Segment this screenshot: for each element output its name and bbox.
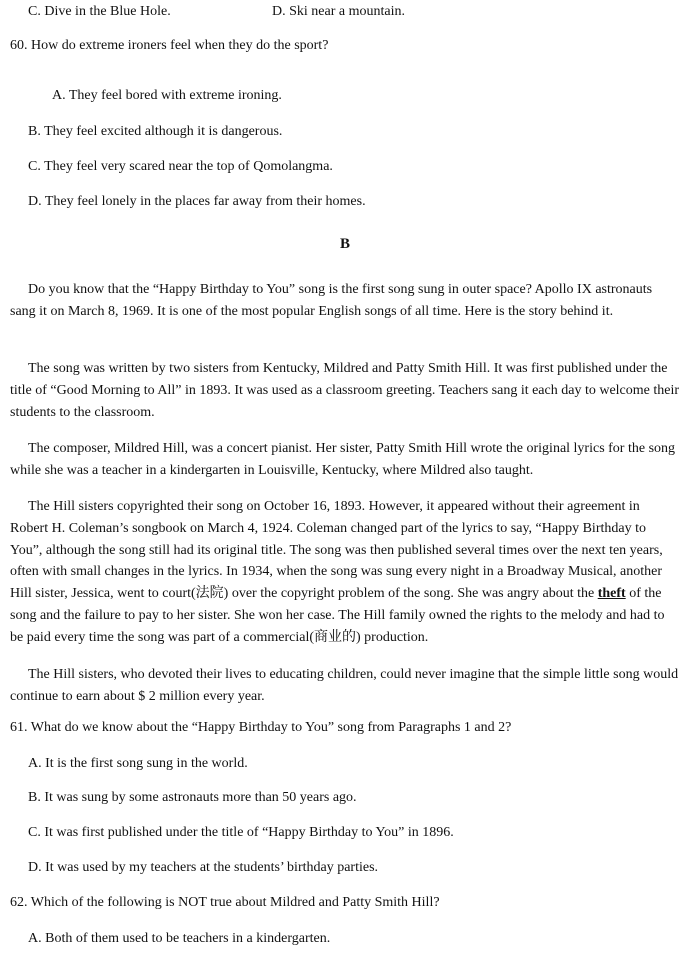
q61-option-c: C. It was first published under the title of “Happy Birthday to You” in 1896. — [28, 825, 454, 840]
q61-option-d: D. It was used by my teachers at the students’ birthday parties. — [28, 860, 379, 875]
q60-option-c: C. They feel very scared near the top of Qomolangma. — [28, 159, 333, 174]
q60-option-d: D. They feel lonely in the places far away from their homes. — [28, 194, 366, 209]
q60-option-b: B. They feel excited although it is dangerous. — [28, 124, 283, 139]
section-b-heading: B — [340, 236, 351, 252]
q59-option-c: C. Dive in the Blue Hole. — [28, 4, 171, 19]
underlined-word-theft: theft — [597, 586, 626, 602]
q61-option-b: B. It was sung by some astronauts more than 50 years ago. — [28, 790, 357, 805]
q59-option-d: D. Ski near a mountain. — [272, 4, 405, 19]
paragraph-4-text-after: of the song and the failure to pay to her sister. She won her case. The Hill family owned the rights to the melody and had to be paid every time the song was part of a commercial(商业的) production. — [10, 586, 665, 645]
q61-question: 61. What do we know about the “Happy Birthday to You” song from Paragraphs 1 and 2? — [10, 720, 512, 735]
passage-paragraph-3: The composer, Mildred Hill, was a concert pianist. Her sister, Patty Smith Hill wrote the original lyrics for the song while she was a teacher in a kindergarten in Louisville, Kentucky, where Mildred also taught. — [10, 441, 676, 478]
q62-question: 62. Which of the following is NOT true about Mildred and Patty Smith Hill? — [10, 895, 440, 910]
passage-paragraph-1: Do you know that the “Happy Birthday to You” song is the first song sung in outer space? Apollo IX astronauts sang it on March 8, 1969. It is one of the most popular English songs of all time. Here is the story behind it. — [10, 282, 653, 319]
passage-paragraph-2: The song was written by two sisters from Kentucky, Mildred and Patty Smith Hill. It was first published under the title of “Good Morning to All” in 1893. It was used as a classroom greeting. Teachers sang it each day to welcome their students to the classroom. — [10, 361, 680, 420]
q60-option-a: A. They feel bored with extreme ironing. — [52, 88, 282, 103]
q62-option-a: A. Both of them used to be teachers in a kindergarten. — [28, 931, 331, 946]
paragraph-4-text-before: The Hill sisters copyrighted their song on October 16, 1893. However, it appeared without their agreement in Robert H. Coleman’s songbook on March 4, 1924. Coleman changed part of the lyrics to say, “Happy Birthday to You”, although the song still had its original title. The song was then published several times over the next ten years, often with small changes in the lyrics. In 1934, when the song was sung every night in a Broadway Musical, another Hill sister, Jessica, went to court(法院) over the copyright problem of the song. She was angry about the — [10, 499, 663, 602]
passage-paragraph-4 — [10, 496, 680, 649]
passage-paragraph-5: The Hill sisters, who devoted their lives to educating children, could never imagine that the simple little song would continue to earn about $ 2 million every year. — [10, 667, 679, 704]
q60-question: 60. How do extreme ironers feel when they do the sport? — [10, 38, 329, 53]
q61-option-a: A. It is the first song sung in the world. — [28, 756, 248, 771]
